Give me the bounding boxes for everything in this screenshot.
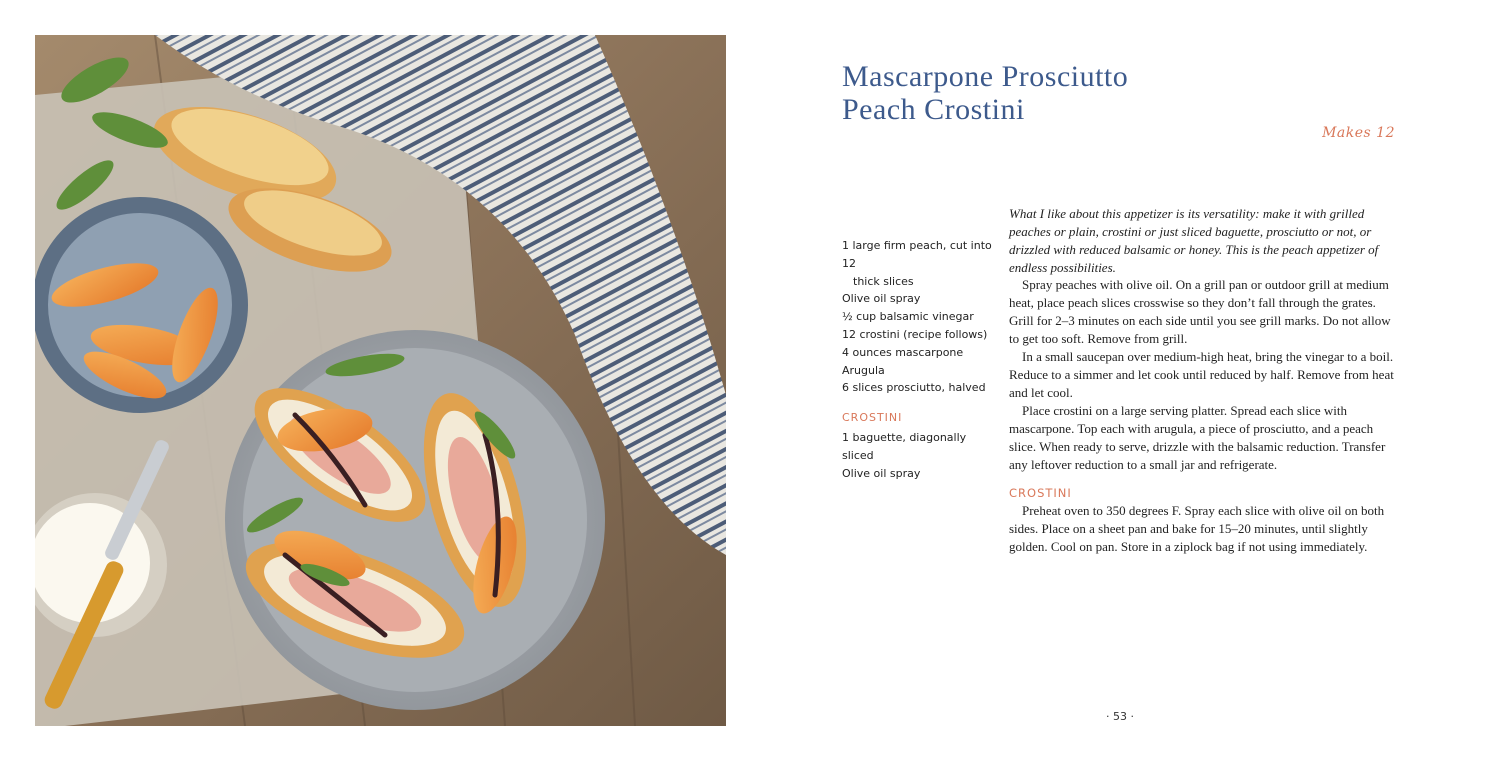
page-number: · 53 · xyxy=(1106,710,1134,723)
ingredient-item: Olive oil spray xyxy=(842,466,921,480)
ingredient-item: 12 crostini (recipe follows) xyxy=(842,327,988,341)
method-step: Spray peaches with olive oil. On a grill pan or outdoor grill at medium heat, place peach slices crosswise so they don’t fall through the grates. Grill for 2–3 minutes on each side until you see grill marks. Do not allow to get too soft. Remove from grill. xyxy=(1009,277,1391,346)
ingredient-item: 6 slices prosciutto, halved xyxy=(842,381,986,395)
recipe-method xyxy=(1009,276,1399,556)
method-step: In a small saucepan over medium-high heat, bring the vinegar to a boil. Reduce to a simmer and let cook until reduced by half. Remove from heat and let cool. xyxy=(1009,349,1394,400)
ingredient-list xyxy=(842,237,992,482)
recipe-intro: What I like about this appetizer is its versatility: make it with grilled peaches or plain, crostini or just sliced baguette, prosciutto or not, or drizzled with reduced balsamic or honey. This is the peach appetizer of endless possibilities. xyxy=(1009,206,1379,275)
method-step: Place crostini on a large serving platter. Spread each slice with mascarpone. Top each with arugula, a piece of prosciutto, and a peach slice. When ready to serve, drizzle with the balsamic reduction. Transfer any leftover reduction to a small jar and refrigerate. xyxy=(1009,403,1386,472)
recipe-title-line-2: Peach Crostini xyxy=(842,93,1025,126)
crostini-ingredients-heading: CROSTINI xyxy=(842,411,903,425)
recipe-yield: Makes 12 xyxy=(1322,125,1395,141)
ingredient-item: Arugula xyxy=(842,363,885,377)
ingredient-item: 4 ounces mascarpone xyxy=(842,345,964,359)
ingredient-item: ½ cup balsamic vinegar xyxy=(842,310,974,324)
recipe-title xyxy=(842,60,1128,126)
ingredient-item: 1 large firm peach, cut into 12 thick slices xyxy=(842,239,992,288)
crostini-method-step: Preheat oven to 350 degrees F. Spray each slice with olive oil on both sides. Place on a sheet pan and bake for 15–20 minutes, until slightly golden. Cool on pan. Store in a ziplock bag if not using immediately. xyxy=(1009,503,1385,554)
food-photo xyxy=(35,35,726,726)
crostini-method-heading: CROSTINI xyxy=(1009,486,1072,500)
ingredient-item: Olive oil spray xyxy=(842,292,921,306)
ingredient-item: 1 baguette, diagonally sliced xyxy=(842,430,967,462)
recipe-title-line-1: Mascarpone Prosciutto xyxy=(842,60,1129,93)
